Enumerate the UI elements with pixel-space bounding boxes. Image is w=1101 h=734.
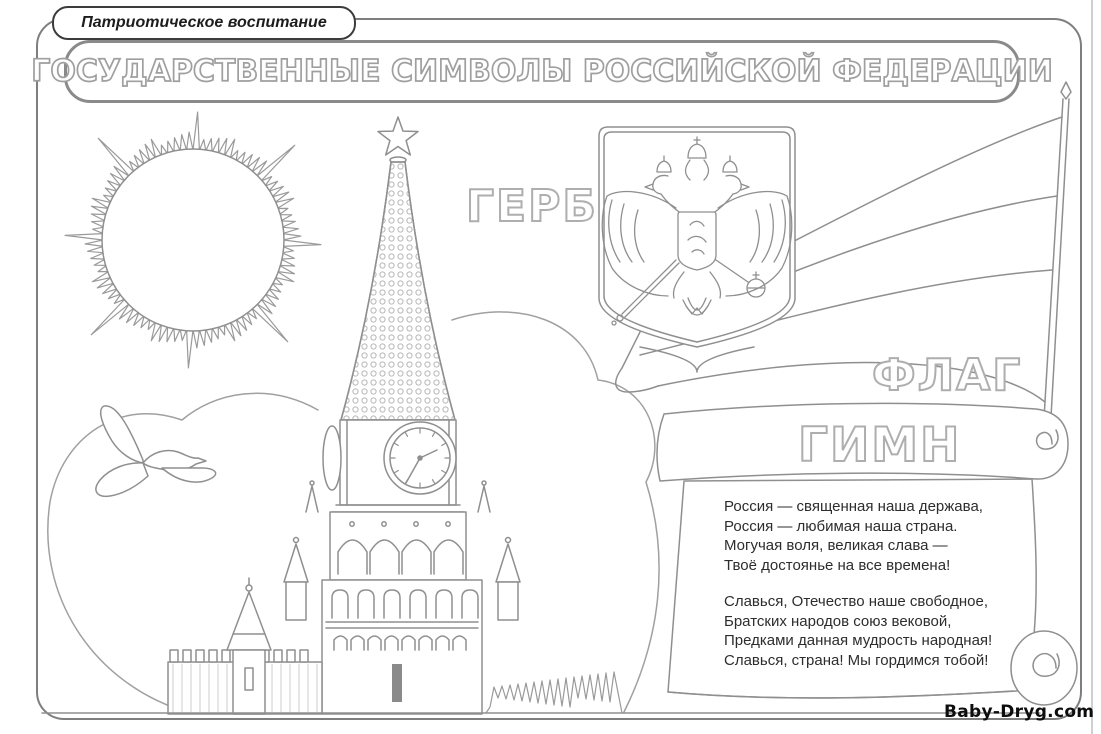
anthem-line: Братских народов союз вековой, (724, 612, 952, 630)
anthem-line: Славься, Отечество наше свободное, (724, 593, 989, 610)
title-banner (31, 40, 1053, 103)
anthem-label: ГИМН (798, 418, 962, 473)
series-tag-label: Патриотическое воспитание (81, 14, 327, 31)
series-tag (52, 6, 356, 40)
anthem-line: Могучая воля, великая слава — (724, 537, 948, 554)
anthem-stanza-1 (724, 497, 992, 575)
page-title: ГОСУДАРСТВЕННЫЕ СИМВОЛЫ РОССИЙСКОЙ ФЕДЕРАЦИИ (31, 54, 1053, 89)
coat-of-arms-icon (599, 127, 795, 372)
anthem-line: Россия — священная наша держава, (724, 498, 983, 515)
anthem-line: Твоё достоянье на все времена! (724, 556, 951, 574)
trees-icon (486, 672, 622, 713)
watermark: Baby-Dryg.com (944, 702, 1095, 722)
anthem-line: Славься, страна! Мы гордимся тобой! (724, 651, 989, 669)
anthem-text (724, 497, 992, 687)
anthem-stanza-2 (724, 592, 992, 670)
sun-icon (65, 112, 321, 368)
flag-label: ФЛАГ (872, 350, 1023, 401)
anthem-line: Россия — любимая наша страна. (724, 517, 958, 535)
anthem-line: Предками данная мудрость народная! (724, 632, 993, 649)
coat-of-arms-label: ГЕРБ (466, 181, 598, 232)
dove-icon (96, 406, 216, 496)
